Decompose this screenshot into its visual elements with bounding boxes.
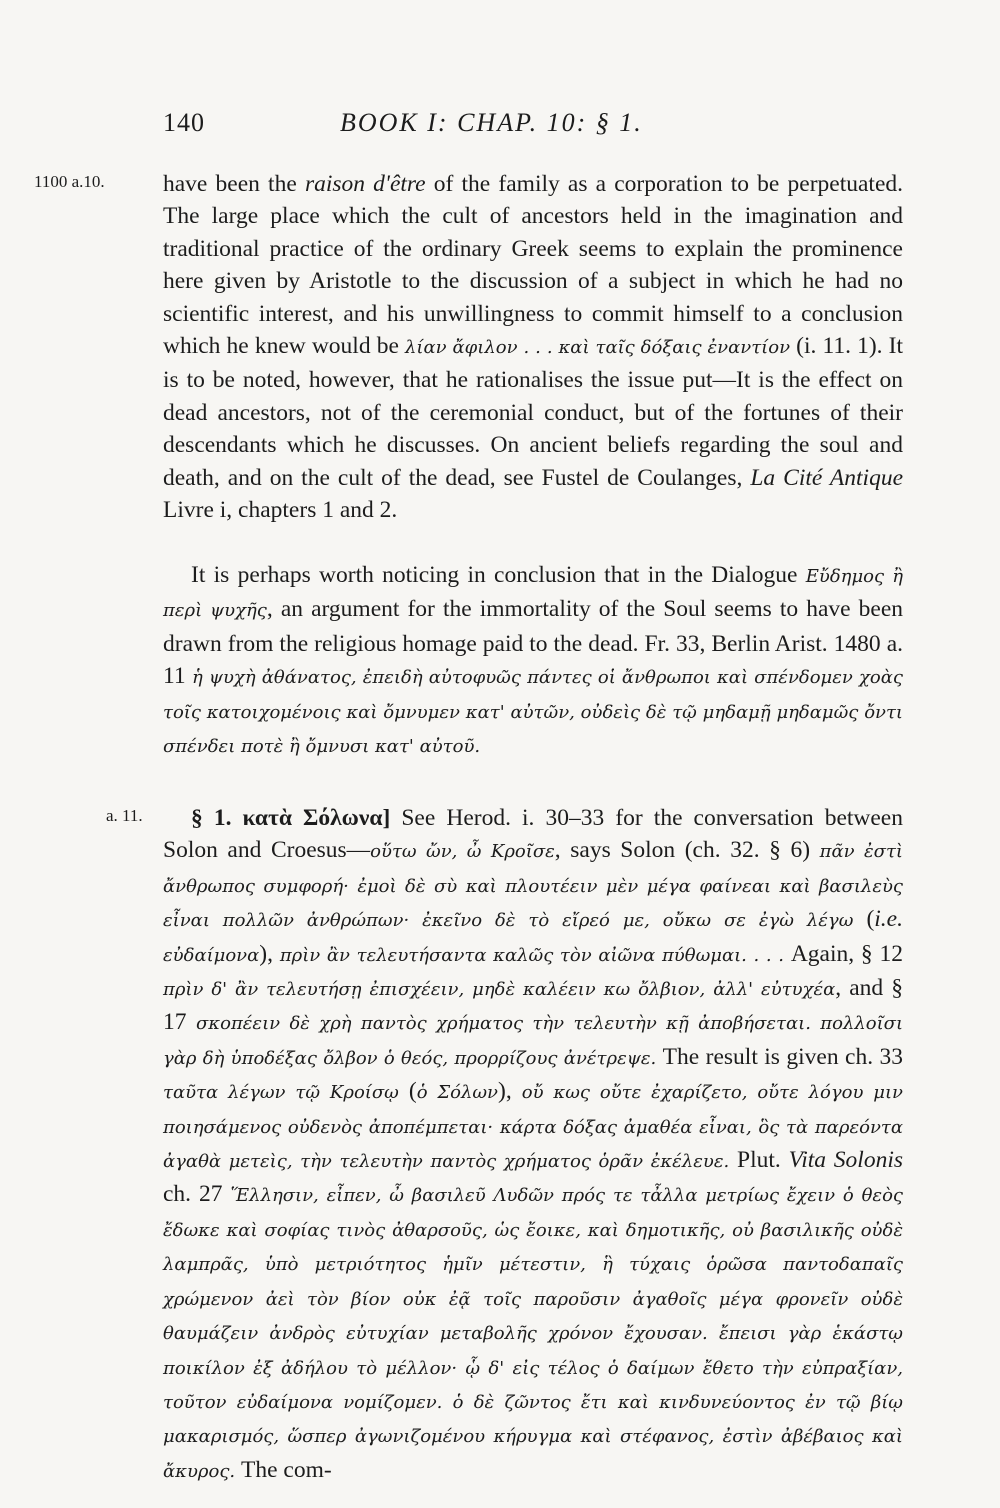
lemma: § 1. κατὰ Σόλωνα]	[191, 805, 391, 831]
margin-reference-a11: a. 11.	[106, 806, 143, 825]
greek-word: εὐδαίμονα	[163, 944, 260, 966]
greek-word: ὁ Σόλων	[416, 1082, 499, 1104]
running-head: BOOK I: CHAP. 10: § 1.	[340, 108, 643, 137]
paragraph-family-cult: have been the raison d'être of the family as a corporation to be perpetuated. The large place which the cult of ancestors held in the imagination and traditional practice of the ordinary Greek seems to explain the prominence here given by Aristotle to the discussion of a subject in which he had no scientific interest, and his unwillingness to commit himself to a conclusion which he knew would be λίαν ἄφιλον . . . καὶ ταῖς δόξαις ἐναντίον (i. 11. 1). It is to be noted, however, that he rationalises the issue put—It is the effect on dead ancestors, not of the ceremonial conduct, but of the fortunes of their descendants which he discusses. On ancient beliefs regarding the soul and death, and on the cult of the dead, see Fustel de Coulanges, La Cité Antique Livre i, chapters 1 and 2.	[163, 171, 904, 524]
margin-reference-1100a10: 1100 a.10.	[34, 172, 105, 191]
work-title: Vita Solonis	[788, 1147, 903, 1174]
paragraph-solon-croesus: § 1. κατὰ Σόλωνα] See Herod. i. 30–33 for the conversation between Solon and Croesus—οὕτω ὤν, ὦ Κροῖσε, says Solon (ch. 32. § 6) πᾶν ἐστὶ ἄνθρωπος συμφορή· ἐμοὶ δὲ σὺ καὶ πλουτέειν μὲν μέγα φαίνεαι καὶ βασιλεὺς εἶναι πολλῶν ἀνθρώπων· ἐκεῖνο δὲ τὸ εἴρεό με, οὔκω σε ἐγὼ λέγω (i.e. εὐδαίμονα), πρὶν ἂν τελευτήσαντα καλῶς τὸν αἰῶνα πύθωμαι. . . . Again, § 12 πρὶν δ' ἂν τελευτήσῃ ἐπισχέειν, μηδὲ καλέειν κω ὄλβιον, ἀλλ' εὐτυχέα, and § 17 σκοπέειν δὲ χρὴ παντὸς χρήματος τὴν τελευτὴν κῇ ἀποβήσεται. πολλοῖσι γὰρ δὴ ὑποδέξας ὄλβον ὁ θεός, προρρίζους ἀνέτρεψε. The result is given ch. 33 ταῦτα λέγων τῷ Κροίσῳ (ὁ Σόλων), οὔ κως οὔτε ἐχαρίζετο, οὔτε λόγου μιν ποιησάμενος οὐδενὸς ἀποπέμπεται· κάρτα δόξας ἀμαθέα εἶναι, ὃς τὰ παρεόντα ἀγαθὰ μετεὶς, τὴν τελευτὴν παντὸς χρήματος ὁρᾶν ἐκέλευε. Plut. Vita Solonis ch. 27 Ἕλλησιν, εἶπεν, ὦ βασιλεῦ Λυδῶν πρός τε τἆλλα μετρίως ἔχειν ὁ θεὸς ἔδωκε καὶ σοφίας τινὸς ἀθαρσοῦς, ὡς ἔοικε, καὶ δημοτικῆς, οὐ βασιλικῆς οὐδὲ λαμπρᾶς, ὑπὸ μετριότητος ἡμῖν μέτεστιν, ἣ τύχαις ὁρῶσα παντοδαπαῖς χρώμενον ἀεὶ τὸν βίον οὐκ ἐᾷ τοῖς παροῦσιν ἀγαθοῖς μέγα φρονεῖν οὐδὲ θαυμάζειν ἀνδρὸς εὐτυχίαν μεταβολῆς χρόνον ἔχουσαν. ἔπεισι γὰρ ἑκάστῳ ποικίλον ἐξ ἀδήλου τὸ μέλλον· ᾧ δ' εἰς τέλος ὁ δαίμων ἔθετο τὴν εὐπραξίαν, τοῦτον εὐδαίμονα νομίζομεν. ὁ δὲ ζῶντος ἔτι καὶ κινδυνεύοντος ἐν τῷ βίῳ μακαρισμός, ὥσπερ ἀγωνιζομένου κήρυγμα καὶ στέφανος, ἐστὶν ἀβέβαιος καὶ ἄκυρος. The com-	[163, 805, 904, 1483]
paragraph-eudemus: It is perhaps worth noticing in conclusion that in the Dialogue Εὔδημος ἢ περὶ ψυχῆς, an argument for the immortality of the Soul seems to have been drawn from the religious homage paid to the dead. Fr. 33, Berlin Arist. 1480 a. 11 ἡ ψυχὴ ἀθάνατος, ἐπειδὴ αὐτοφυῶς πάντες οἱ ἄνθρωποι καὶ σπένδομεν χοὰς τοῖς κατοιχομένοις καὶ ὄμνυμεν κατ' αὐτῶν, οὐδεὶς δὲ τῷ μηδαμῇ μηδαμῶς ὄντι σπένδει ποτὲ ἢ ὄμνυσι κατ' αὐτοῦ.	[163, 562, 904, 758]
greek-quote: πᾶν ἐστὶ ἄνθρωπος συμφορή· ἐμοὶ δὲ σὺ καὶ πλουτέειν μὲν μέγα φαίνεαι καὶ βασιλεὺς εἶναι πολλῶν ἀνθρώπων· ἐκεῖνο δὲ τὸ εἴρεό με, οὔκω σε ἐγὼ λέγω	[163, 841, 903, 932]
greek-quote: λίαν ἄφιλον . . . καὶ ταῖς δόξαις ἐναντίον	[405, 337, 791, 359]
greek-quote: οὔ κως οὔτε ἐχαρίζετο, οὔτε λόγου μιν ποιησάμενος οὐδενὸς ἀποπέμπεται· κάρτα δόξας ἀμαθέα εἶναι, ὃς τὰ παρεόντα ἀγαθὰ μετεὶς, τὴν τελευτὴν παντὸς χρήματος ὁρᾶν ἐκέλευε.	[163, 1082, 904, 1173]
greek-quote: πρὶν δ' ἂν τελευτήσῃ ἐπισχέειν, μηδὲ καλέειν κω ὄλβιον, ἀλλ' εὐτυχέα	[163, 979, 836, 1001]
italic-phrase: raison d'être	[304, 171, 426, 197]
greek-dialogue-title: Εὔδημος ἢ περὶ ψυχῆς	[163, 566, 904, 622]
page-header	[0, 108, 1000, 148]
greek-quote: πρὶν ἂν τελευτήσαντα καλῶς τὸν αἰῶνα πύθωμαι. . . .	[279, 944, 785, 966]
greek-quote: σκοπέειν δὲ χρὴ παντὸς χρήματος τὴν τελευτὴν κῇ ἀποβήσεται. πολλοῖσι γὰρ δὴ ὑποδέξας ὄλβον ὁ θεός, προρρίζους ἀνέτρεψε.	[163, 1013, 904, 1069]
greek-quote: ταῦτα λέγων τῷ Κροίσῳ	[163, 1082, 399, 1104]
greek-quote: οὕτω ὤν, ὦ Κροῖσε	[370, 841, 555, 863]
greek-quote: ἡ ψυχὴ ἀθάνατος, ἐπειδὴ αὐτοφυῶς πάντες οἱ ἄνθρωποι καὶ σπένδομεν χοὰς τοῖς κατοιχομένοις καὶ ὄμνυμεν κατ' αὐτῶν, οὐδεὶς δὲ τῷ μηδαμῇ μηδαμῶς ὄντι σπένδει ποτὲ ἢ ὄμνυσι κατ' αὐτοῦ.	[163, 667, 903, 758]
book-title: La Cité Antique	[750, 464, 904, 491]
page-number: 140	[163, 108, 205, 137]
greek-quote: Ἕλλησιν, εἶπεν, ὦ βασιλεῦ Λυδῶν πρός τε τἆλλα μετρίως ἔχειν ὁ θεὸς ἔδωκε καὶ σοφίας τινὸς ἀθαρσοῦς, ὡς ἔοικε, καὶ δημοτικῆς, οὐ βασιλικῆς οὐδὲ λαμπρᾶς, ὑπὸ μετριότητος ἡμῖν μέτεστιν, ἣ τύχαις ὁρῶσα παντοδαπαῖς χρώμενον ἀεὶ τὸν βίον οὐκ ἐᾷ τοῖς παροῦσιν ἀγαθοῖς μέγα φρονεῖν οὐδὲ θαυμάζειν ἀνδρὸς εὐτυχίαν μεταβολῆς χρόνον ἔχουσαν. ἔπεισι γὰρ ἑκάστῳ ποικίλον ἐξ ἀδήλου τὸ μέλλον· ᾧ δ' εἰς τέλος ὁ δαίμων ἔθετο τὴν εὐπραξίαν, τοῦτον εὐδαίμονα νομίζομεν. ὁ δὲ ζῶντος ἔτι καὶ κινδυνεύοντος ἐν τῷ βίῳ μακαρισμός, ὥσπερ ἀγωνιζομένου κήρυγμα καὶ στέφανος, ἐστὶν ἀβέβαιος καὶ ἄκυρος.	[163, 1185, 903, 1482]
